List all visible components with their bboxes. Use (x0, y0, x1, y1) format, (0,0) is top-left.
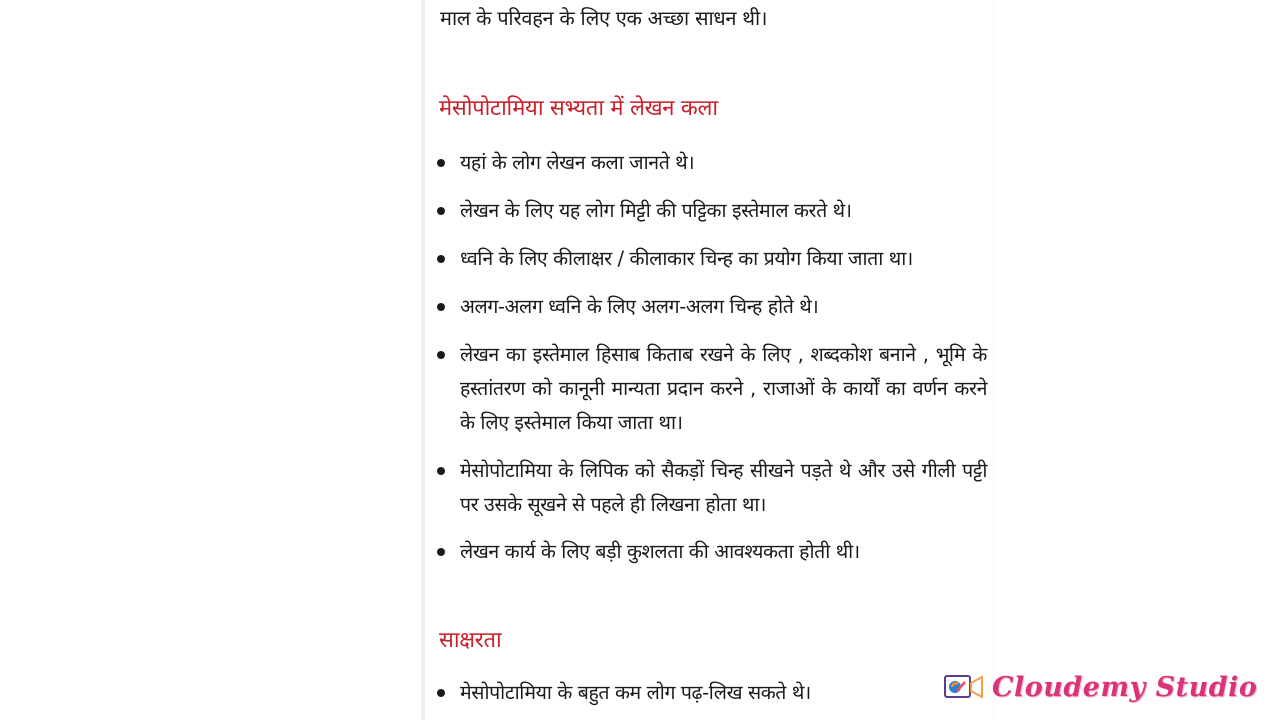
list-item: लेखन का इस्तेमाल हिसाब किताब रखने के लिए , शब्दकोश बनाने , भूमि के हस्तांतरण को कानूनी मान्यता प्रदान करने , राजाओं के कार्यों का वर्णन करने के लिए इस्तेमाल किया जाता था। (435, 338, 987, 440)
list-item: मेसोपोटामिया के बहुत कम लोग पढ़-लिख सकते थे। (435, 676, 987, 710)
video-camera-icon (944, 674, 984, 700)
bullet-icon (437, 207, 445, 215)
watermark-label: Cloudemy Studio (992, 671, 1258, 703)
section-heading-literacy: साक्षरता (439, 628, 502, 653)
list-item: ध्वनि के लिए कीलाक्षर / कीलाकार चिन्ह का प्रयोग किया जाता था। (435, 242, 987, 276)
bullet-icon (437, 689, 445, 697)
watermark-logo (944, 668, 1257, 706)
document-page (421, 0, 994, 720)
bullet-icon (437, 159, 445, 167)
section-heading-writing: मेसोपोटामिया सभ्यता में लेखन कला (439, 96, 718, 121)
list-item: लेखन कार्य के लिए बड़ी कुशलता की आवश्यकता होती थी। (435, 535, 987, 569)
bullet-icon (437, 351, 445, 359)
list-item: लेखन के लिए यह लोग मिट्टी की पट्टिका इस्तेमाल करते थे। (435, 194, 987, 228)
list-item: अलग-अलग ध्वनि के लिए अलग-अलग चिन्ह होते थे। (435, 290, 987, 324)
bullet-icon (437, 255, 445, 263)
bullet-icon (437, 303, 445, 311)
bullet-icon (437, 548, 445, 556)
list-item: यहां के लोग लेखन कला जानते थे। (435, 146, 987, 180)
paragraph-fragment: माल के परिवहन के लिए एक अच्छा साधन थी। (440, 6, 768, 30)
list-item: मेसोपोटामिया के लिपिक को सैकड़ों चिन्ह सीखने पड़ते थे और उसे गीली पट्टी पर उसके सूखने से पहले ही लिखना होता था। (435, 454, 987, 522)
bullet-icon (437, 467, 445, 475)
